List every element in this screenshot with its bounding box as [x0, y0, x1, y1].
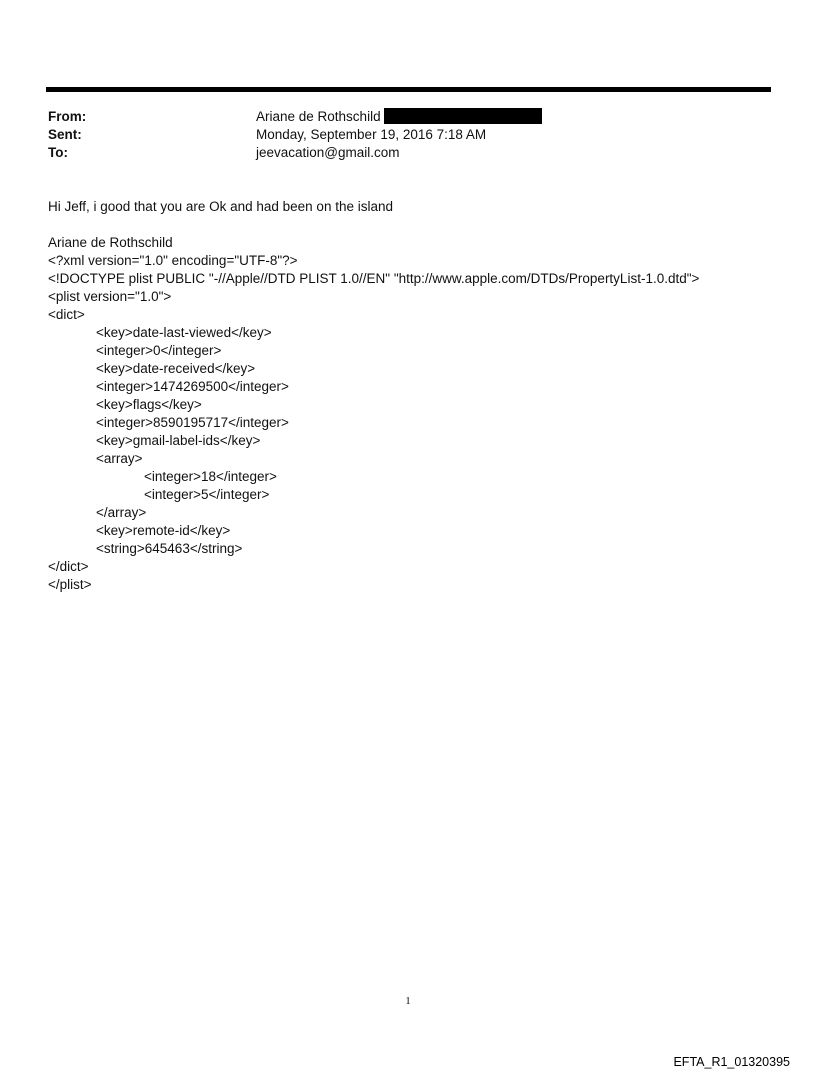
sent-label: Sent:: [48, 127, 82, 142]
plist-line: <plist version="1.0">: [48, 289, 172, 304]
sent-row: [48, 126, 748, 144]
from-row: [48, 108, 748, 126]
email-body: [48, 198, 788, 594]
to-row: [48, 144, 748, 162]
plist-line: <integer>1474269500</integer>: [96, 379, 289, 394]
to-label: To:: [48, 145, 68, 160]
header-rule: [46, 87, 771, 92]
plist-line: <integer>18</integer>: [144, 469, 277, 484]
to-value: jeevacation@gmail.com: [256, 145, 400, 160]
plist-line: <array>: [96, 451, 143, 466]
plist-line: <!DOCTYPE plist PUBLIC "-//Apple//DTD PLIST 1.0//EN" "http://www.apple.com/DTDs/PropertyList-1.0.dtd">: [48, 271, 700, 286]
plist-line: <integer>5</integer>: [144, 487, 270, 502]
email-header: [48, 108, 748, 162]
plist-line: </plist>: [48, 577, 92, 592]
plist-line: <key>date-last-viewed</key>: [96, 325, 272, 340]
redaction-box: [384, 108, 542, 124]
plist-line: <key>flags</key>: [96, 397, 202, 412]
from-name: Ariane de Rothschild: [256, 109, 381, 124]
plist-line: </array>: [96, 505, 147, 520]
from-label: From:: [48, 109, 87, 124]
bates-number: EFTA_R1_01320395: [673, 1055, 790, 1069]
plist-line: <key>gmail-label-ids</key>: [96, 433, 261, 448]
paragraph-gap: [48, 216, 788, 234]
plist-line: <integer>8590195717</integer>: [96, 415, 289, 430]
plist-line: <?xml version="1.0" encoding="UTF-8"?>: [48, 253, 298, 268]
plist-line: </dict>: [48, 559, 89, 574]
plist-line: <integer>0</integer>: [96, 343, 222, 358]
signature-text: Ariane de Rothschild: [48, 235, 173, 250]
from-value: [256, 108, 542, 126]
plist-line: <key>date-received</key>: [96, 361, 256, 376]
greeting-text: Hi Jeff, i good that you are Ok and had been on the island: [48, 199, 393, 214]
page-number: 1: [405, 995, 411, 1007]
sent-value: Monday, September 19, 2016 7:18 AM: [256, 127, 487, 142]
plist-line: <key>remote-id</key>: [96, 523, 231, 538]
plist-line: <string>645463</string>: [96, 541, 243, 556]
plist-line: <dict>: [48, 307, 85, 322]
